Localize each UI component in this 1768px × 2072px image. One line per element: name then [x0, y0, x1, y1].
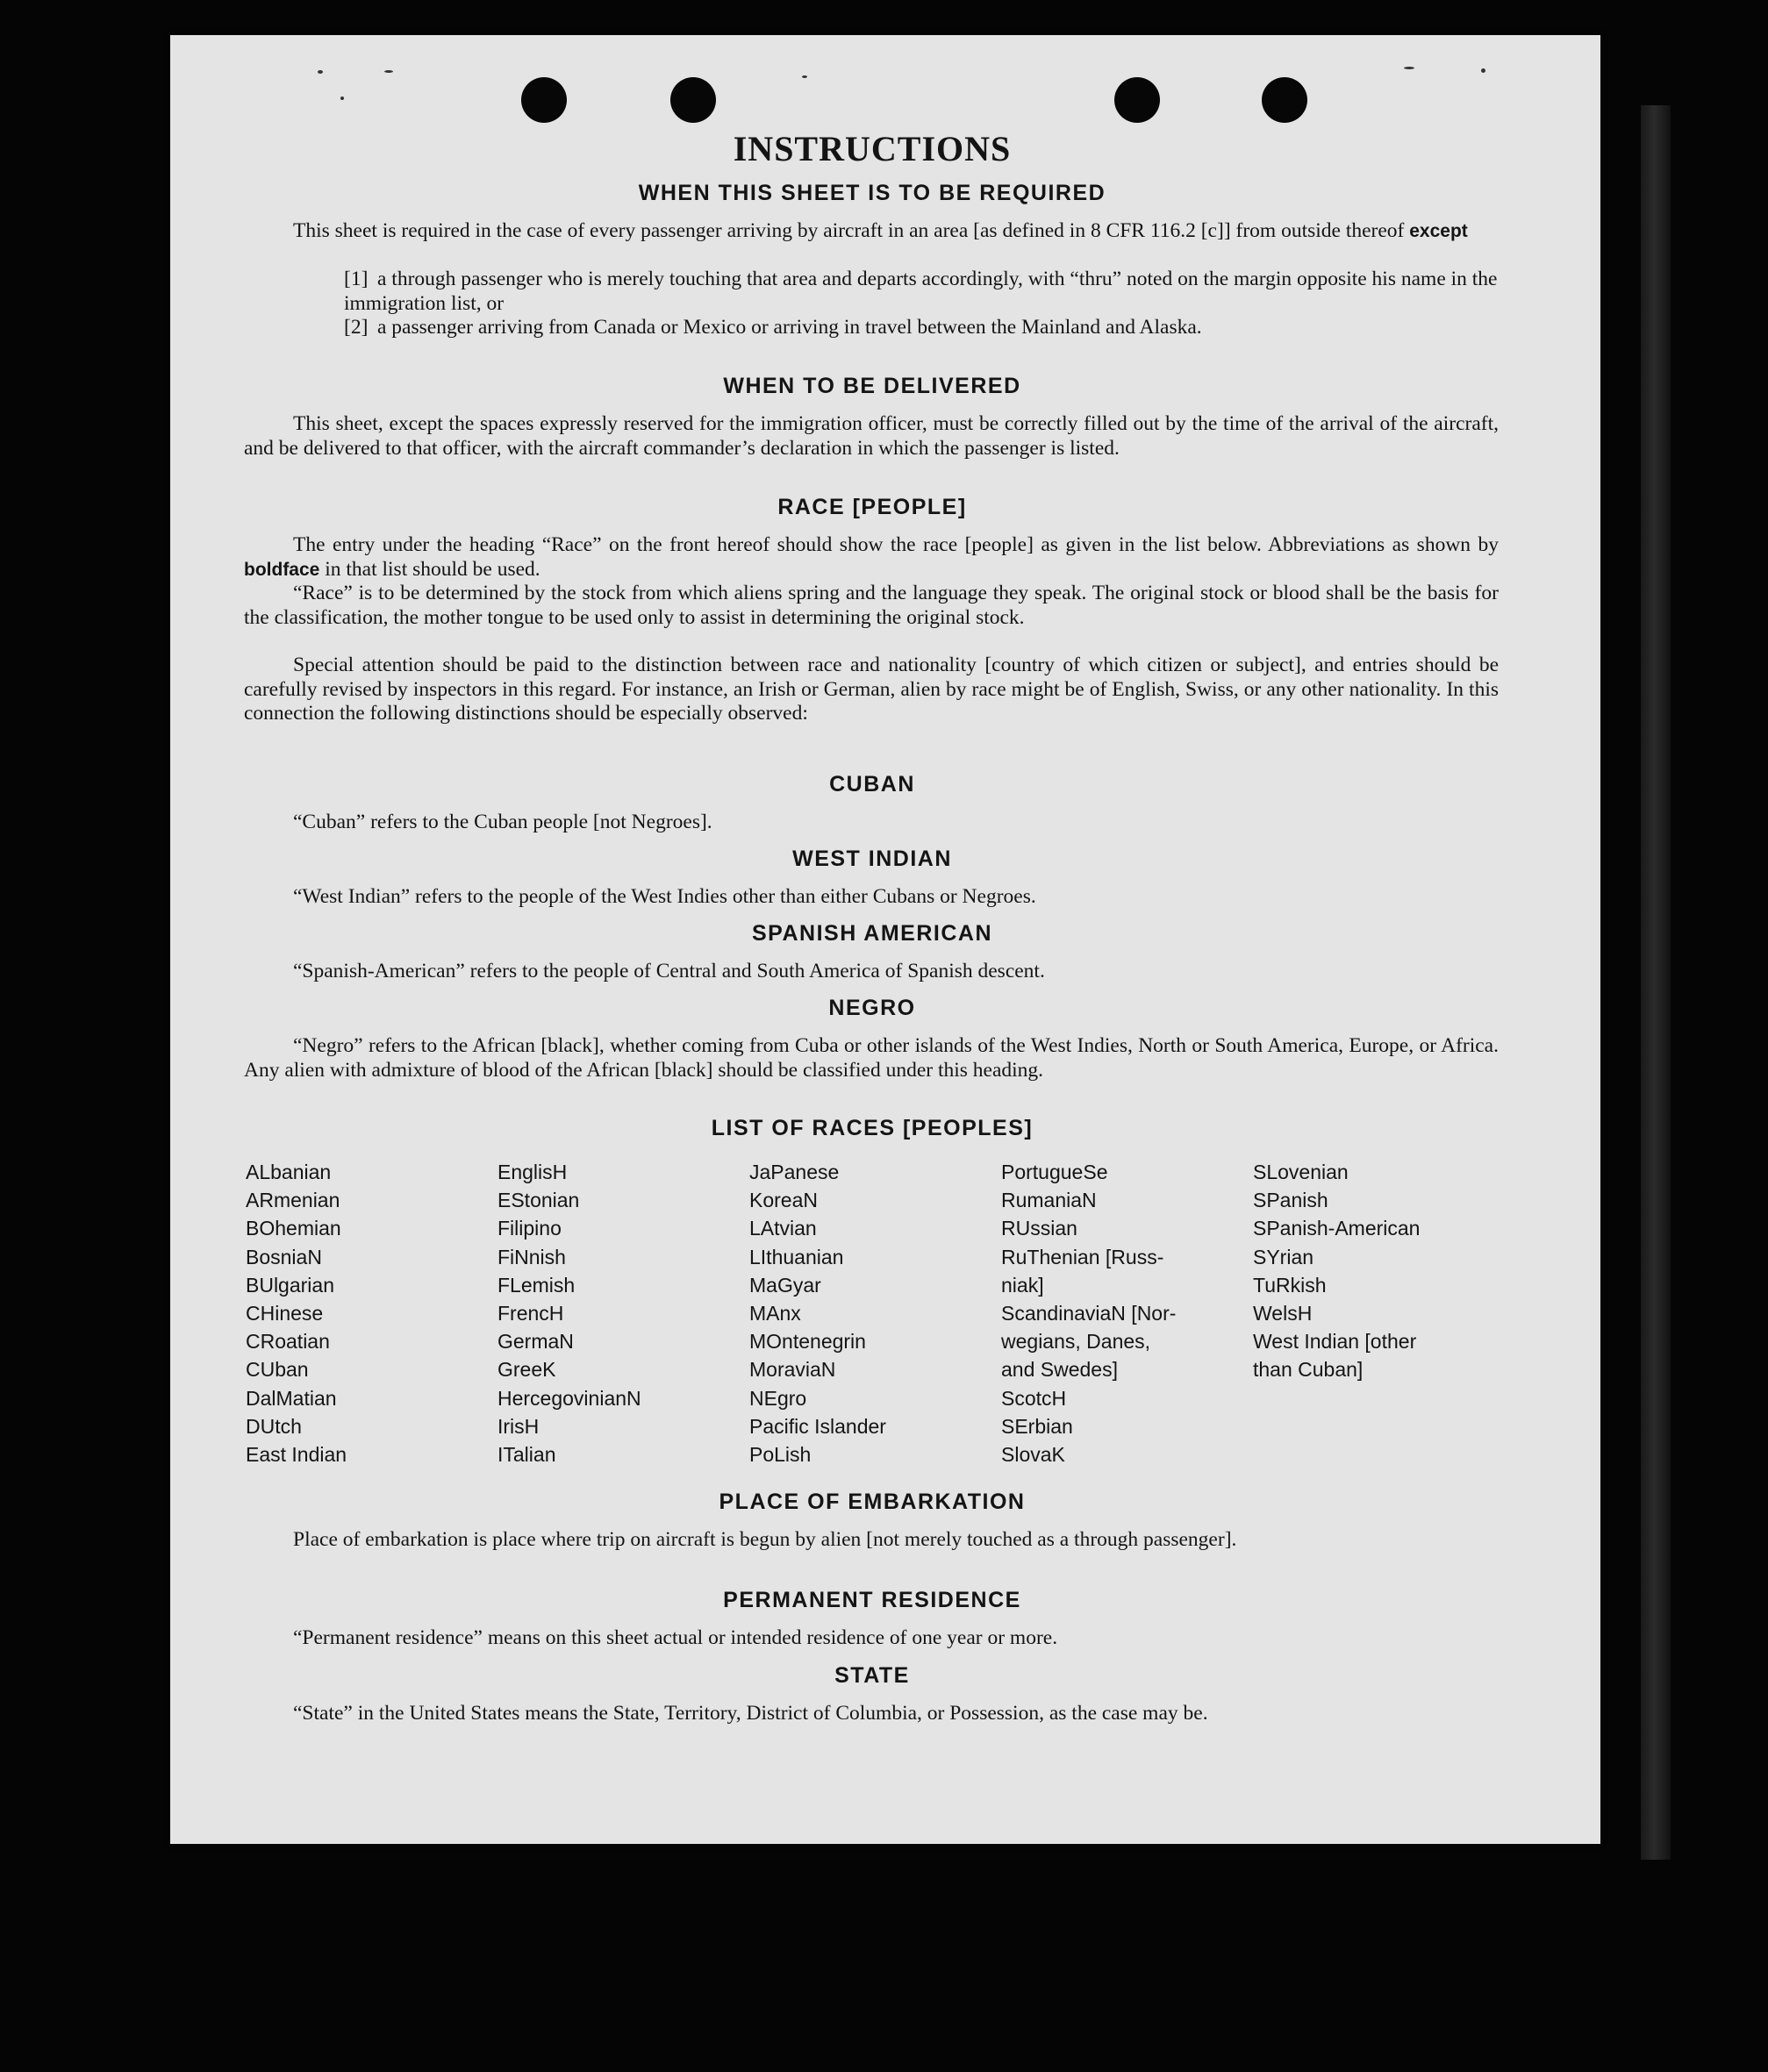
race-entry: BUlgarian	[246, 1273, 334, 1297]
race-entry: West Indian [other than Cuban]	[1253, 1330, 1417, 1382]
race-entry: SErbian	[1001, 1414, 1073, 1438]
section-heading-list-of-races: LIST OF RACES [PEOPLES]	[711, 1116, 1034, 1140]
race-entry: BosniaN	[246, 1245, 322, 1268]
race-entry: WelsH	[1253, 1302, 1313, 1325]
race-entry: JaPanese	[749, 1161, 840, 1183]
race-paragraph-3: Special attention should be paid to the distinction between race and nationality [country of which citizen or subject], and entries should be carefully revised by inspectors in this regard. For instance, an Irish or German, alien by race might be of English, Swiss, or any other nationality. In this connection the following distinctions should be especially observed:	[244, 654, 1499, 725]
speck	[384, 70, 393, 73]
race-column	[246, 1158, 497, 1468]
race-entry: ARmenian	[246, 1189, 340, 1212]
race-entry: MaGyar	[749, 1273, 821, 1297]
race-entry: FLemish	[497, 1273, 576, 1297]
race-entry: SPanish	[1253, 1189, 1328, 1212]
speck	[318, 70, 323, 74]
spanish-american-text: “Spanish-American” refers to the people of Central and South America of Spanish descent.	[293, 960, 1045, 982]
race-entry: MAnx	[749, 1302, 801, 1325]
race-entry: DalMatian	[246, 1386, 337, 1410]
when-delivered-text: This sheet, except the spaces expressly reserved for the immigration officer, must be correctly filled out by the time of the arrival of the aircraft, and be delivered to that officer, with the aircraft commander’s declaration in which the passenger is listed.	[244, 412, 1499, 460]
race-entry: ALbanian	[246, 1161, 332, 1183]
race-entry: CHinese	[246, 1302, 324, 1325]
race-entry: ScandinaviaN [Nor- wegians, Danes, and Swedes]	[1001, 1302, 1177, 1382]
section-heading-cuban: CUBAN	[829, 772, 915, 797]
section-heading-negro: NEGRO	[828, 996, 916, 1020]
race-entry: SlovaK	[1001, 1443, 1065, 1467]
race-entry: BOhemian	[246, 1217, 341, 1240]
state-text: “State” in the United States means the State, Territory, District of Columbia, or Possession, as the case may be.	[293, 1702, 1208, 1725]
section-heading-when-required: WHEN THIS SHEET IS TO BE REQUIRED	[638, 181, 1106, 205]
race-entry: SLovenian	[1253, 1161, 1349, 1183]
section-heading-when-delivered: WHEN TO BE DELIVERED	[723, 374, 1021, 398]
when-required-intro: This sheet is required in the case of every passenger arriving by aircraft in an area [as defined in 8 CFR 116.2 [c]] from outside thereof except	[293, 219, 1468, 242]
boldface-keyword: boldface	[244, 559, 320, 580]
speck	[1404, 67, 1414, 69]
speck	[340, 96, 344, 100]
race-entry: ITalian	[497, 1443, 556, 1467]
race-column	[749, 1158, 1001, 1468]
scanner-shadow	[1641, 105, 1671, 1860]
race-entry: MoraviaN	[749, 1358, 836, 1382]
race-entry: EStonian	[497, 1189, 580, 1212]
race-column	[497, 1158, 749, 1468]
race-paragraph-2: “Race” is to be determined by the stock from which aliens spring and the language they speak. The original stock or blood shall be the basis for the classification, the mother tongue to be used only to assist in determining the original stock.	[244, 582, 1499, 629]
exception-item: [2] a passenger arriving from Canada or Mexico or arriving in travel between the Mainland and Alaska.	[344, 316, 1202, 339]
section-heading-state: STATE	[834, 1663, 910, 1688]
section-heading-spanish-american: SPANISH AMERICAN	[751, 921, 992, 946]
page-title: INSTRUCTIONS	[733, 129, 1012, 168]
race-entry: DUtch	[246, 1414, 302, 1438]
punch-hole	[1114, 77, 1160, 123]
race-list	[246, 1158, 1527, 1468]
race-entry: RuThenian [Russ- niak]	[1001, 1245, 1164, 1297]
section-heading-embarkation: PLACE OF EMBARKATION	[719, 1490, 1026, 1514]
race-entry: TuRkish	[1253, 1273, 1327, 1297]
race-entry: NEgro	[749, 1386, 807, 1410]
race-entry: PoLish	[749, 1443, 812, 1467]
race-entry: GreeK	[497, 1358, 556, 1382]
instruction-sheet	[170, 35, 1600, 1844]
race-entry: MOntenegrin	[749, 1330, 866, 1354]
speck	[1481, 68, 1485, 73]
section-heading-residence: PERMANENT RESIDENCE	[723, 1588, 1021, 1612]
race-entry: RumaniaN	[1001, 1189, 1097, 1212]
race-column	[1001, 1158, 1253, 1468]
race-entry: PortugueSe	[1001, 1161, 1108, 1183]
section-heading-race: RACE [PEOPLE]	[777, 495, 967, 519]
race-entry: LAtvian	[749, 1217, 817, 1240]
race-paragraph-1: The entry under the heading “Race” on the front hereof should show the race [people] as given in the list below. Abbreviations as shown by boldface in that list should be used.	[244, 533, 1499, 581]
race-entry: ScotcH	[1001, 1386, 1067, 1410]
race-entry: HercegovinianN	[497, 1386, 641, 1410]
race-entry: Pacific Islander	[749, 1414, 886, 1438]
cuban-text: “Cuban” refers to the Cuban people [not Negroes].	[293, 811, 712, 833]
exception-item: [1] a through passenger who is merely touching that area and departs accordingly, with “thru” noted on the margin opposite his name in the immigration list, or	[344, 268, 1498, 315]
punch-hole	[1262, 77, 1307, 123]
except-keyword: except	[1409, 221, 1468, 241]
race-entry: KoreaN	[749, 1189, 818, 1212]
race-entry: IrisH	[497, 1414, 540, 1438]
race-entry: FiNnish	[497, 1245, 566, 1268]
speck	[802, 75, 807, 78]
race-entry: FrencH	[497, 1302, 564, 1325]
race-column	[1253, 1158, 1505, 1468]
embarkation-text: Place of embarkation is place where trip on aircraft is begun by alien [not merely touched as a through passenger].	[293, 1528, 1237, 1551]
punch-hole	[670, 77, 716, 123]
residence-text: “Permanent residence” means on this sheet actual or intended residence of one year or more.	[293, 1626, 1058, 1649]
race-entry: CUban	[246, 1358, 309, 1382]
race-entry: CRoatian	[246, 1330, 330, 1354]
race-entry: SPanish-American	[1253, 1217, 1421, 1240]
west-indian-text: “West Indian” refers to the people of the West Indies other than either Cubans or Negroes.	[293, 885, 1036, 908]
race-entry: East Indian	[246, 1443, 347, 1467]
section-heading-west-indian: WEST INDIAN	[792, 847, 952, 871]
race-entry: RUssian	[1001, 1217, 1077, 1240]
race-entry: GermaN	[497, 1330, 574, 1354]
race-entry: SYrian	[1253, 1245, 1314, 1268]
race-entry: EnglisH	[497, 1161, 568, 1183]
race-entry: Filipino	[497, 1217, 562, 1240]
race-entry: LIthuanian	[749, 1245, 844, 1268]
punch-hole	[521, 77, 567, 123]
negro-text: “Negro” refers to the African [black], whether coming from Cuba or other islands of the West Indies, North or South America, Europe, or Africa. Any alien with admixture of blood of the African [black] should be classified under this heading.	[244, 1034, 1499, 1082]
